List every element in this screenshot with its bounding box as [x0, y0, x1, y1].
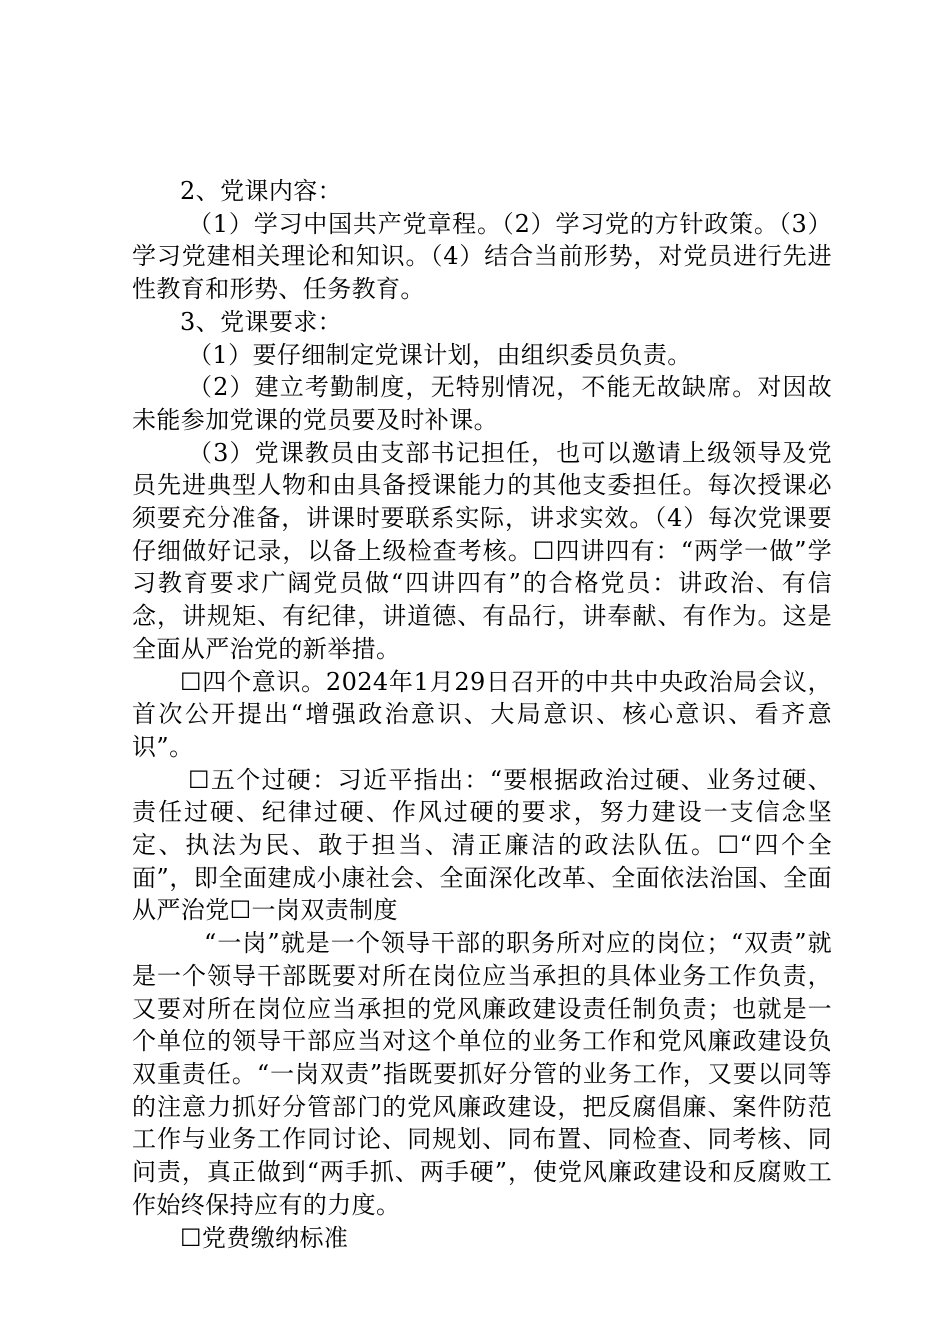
paragraph-requirement-1: （1）要仔细制定党课计划，由组织委员负责。	[188, 340, 692, 369]
document-body	[132, 175, 832, 1254]
paragraph-requirement-3: （3）党课教员由支部书记担任，也可以邀请上级领导及党员先进典型人物和由具备授课能力的其他支委担任。每次授课必须要充分准备，讲课时要联系实际，讲求实效。（4）每次党课要仔细做好记录，以备上级检查考核。☐四讲四有：“两学一做”学习教育要求广阔党员做“四讲四有”的合格党员：讲政治、有信念，讲规矩、有纪律，讲道德、有品行，讲奉献、有作为。这是全面从严治党的新举措。	[132, 438, 832, 663]
heading-party-lesson-content: 2、党课内容：	[180, 177, 343, 205]
paragraph-one-post-two-duties: “一岗”就是一个领导干部的职务所对应的岗位；“双责”就是一个领导干部既要对所在岗位应当承担的具体业务工作负责，又要对所在岗位应当承担的党风廉政建设责任制负责；也就是一个单位的领导干部应当对这个单位的业务工作和党风廉政建设负双重责任。“一岗双责”指既要抓好分管的业务工作，又要以同等的注意力抓好分管部门的党风廉政建设，把反腐倡廉、案件防范工作与业务工作同讨论、同规划、同布置、同检查、同考核、同问责，真正做到“两手抓、两手硬”，使党风廉政建设和反腐败工作始终保持应有的力度。	[132, 929, 832, 1219]
paragraph-requirement-2: （2）建立考勤制度，无特别情况，不能无故缺席。对因故未能参加党课的党员要及时补课。	[132, 373, 832, 434]
heading-party-lesson-requirements: 3、党课要求：	[180, 307, 343, 336]
paragraph-lesson-content-items: （1）学习中国共产党章程。（2）学习党的方针政策。（3）学习党建相关理论和知识。（4）结合当前形势，对党员进行先进性教育和形势、任务教育。	[132, 209, 832, 304]
paragraph-five-excellences: ☐五个过硬：习近平指出：“要根据政治过硬、业务过硬、责任过硬、纪律过硬、作风过硬的要求，努力建设一支信念坚定、执法为民、敢于担当、清正廉洁的政法队伍。☐“四个全面”，即全面建成小康社会、全面深化改革、全面依法治国、全面从严治党☐一岗双责制度	[132, 765, 832, 925]
paragraph-four-consciousness: ☐四个意识。2024年1月29日召开的中共中央政治局会议，首次公开提出“增强政治意识、大局意识、核心意识、看齐意识”。	[132, 667, 832, 761]
paragraph-party-dues-standard: ☐党费缴纳标准	[180, 1223, 349, 1252]
